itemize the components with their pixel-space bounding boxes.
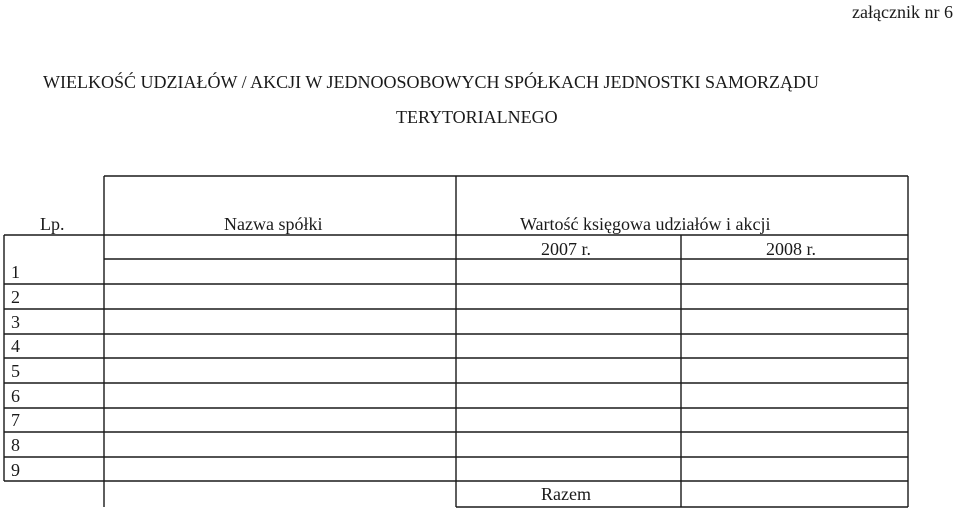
column-header-year-2008: 2008 r. — [766, 239, 817, 259]
table-row-number: 5 — [11, 361, 20, 381]
table-row-number: 6 — [11, 386, 20, 406]
table-row-number: 8 — [11, 435, 20, 455]
table-row-number: 9 — [11, 460, 20, 480]
column-header-company-name: Nazwa spółki — [224, 214, 323, 234]
column-header-lp: Lp. — [40, 214, 65, 234]
table-row-number: 7 — [11, 410, 20, 430]
annex-label: załącznik nr 6 — [852, 2, 953, 22]
document-title-line-2: TERYTORIALNEGO — [396, 107, 558, 127]
column-header-year-2007: 2007 r. — [541, 239, 592, 259]
table-row-number: 1 — [11, 262, 20, 282]
table-row-number: 2 — [11, 287, 20, 307]
total-label: Razem — [541, 484, 591, 504]
column-header-book-value: Wartość księgowa udziałów i akcji — [520, 214, 771, 234]
table-row-number: 3 — [11, 312, 20, 332]
table-row-number: 4 — [11, 336, 20, 356]
document-title-line-1: WIELKOŚĆ UDZIAŁÓW / AKCJI W JEDNOOSOBOWYCH SPÓŁKACH JEDNOSTKI SAMORZĄDU — [43, 72, 820, 92]
